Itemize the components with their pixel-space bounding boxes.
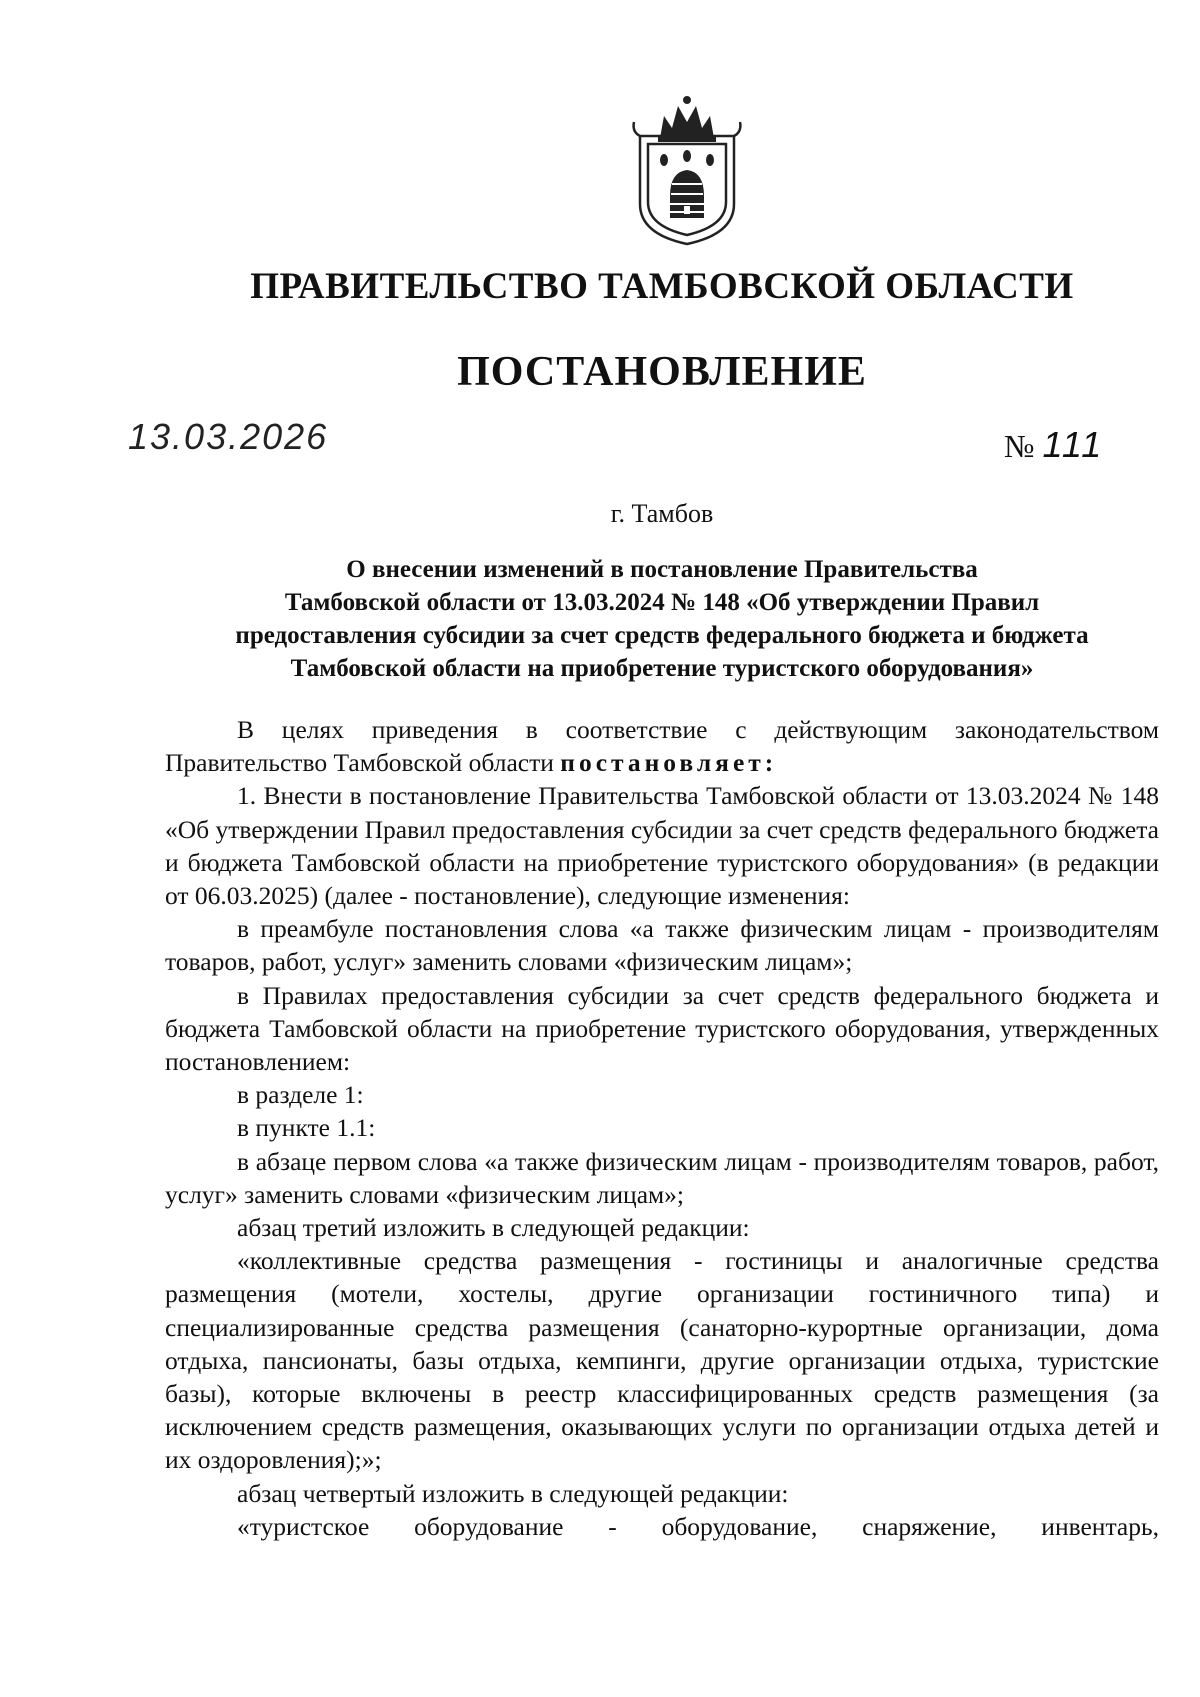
intro-verb: постановляет:	[560, 748, 778, 778]
paragraph-7: абзац третий изложить в следующей редакции:	[237, 1213, 750, 1243]
document-body	[165, 713, 1159, 1543]
document-number	[1004, 424, 1103, 466]
paragraph-2: в преамбуле постановления слова «а также физическим лицам - производителям товаров, работ, услуг» заменить словами «физическим лицам»;	[165, 914, 1159, 977]
paragraph-10: «туристское оборудование - оборудование, снаряжение, инвентарь,	[237, 1511, 1159, 1541]
number-sign: №	[1004, 428, 1035, 464]
paragraph-6: в абзаце первом слова «а также физическим лицам - производителям товаров, работ, услуг» заменить словами «физическим лицам»;	[165, 1146, 1159, 1209]
subject-line: предоставления субсидии за счет средств федерального бюджета и бюджета	[235, 622, 1089, 649]
paragraph-8: «коллективные средства размещения - гостиницы и аналогичные средства размещения (мотели, хостелы, другие организации гостиничного типа) и специализированные средства размещения (санаторно-курортные организации, дома отдыха, пансионаты, базы отдыха, кемпинги, другие организации отдыха, туристские базы), которые включены в реестр классифицированных средств размещения (за исключением средств размещения, оказывающих услуги по организации отдыха детей и их оздоровления);»;	[165, 1246, 1159, 1475]
paragraph-3: в Правилах предоставления субсидии за счет средств федерального бюджета и бюджета Тамбовской области на приобретение туристского оборудования, утвержденных постановлением:	[165, 980, 1159, 1077]
tambov-coat-of-arms-icon	[624, 92, 750, 246]
paragraph-1: 1. Внести в постановление Правительства Тамбовской области от 13.03.2024 № 148 «Об утверждении Правил предоставления субсидии за счет средств федерального бюджета и бюджета Тамбовской области на приобретение туристского оборудования» (в редакции от 06.03.2025) (далее - постановление), следующие изменения:	[165, 781, 1159, 911]
document-type-title: ПОСТАНОВЛЕНИЕ	[457, 349, 867, 395]
organization-title: ПРАВИТЕЛЬСТВО ТАМБОВСКОЙ ОБЛАСТИ	[250, 266, 1074, 307]
city-line: г. Тамбов	[610, 499, 714, 528]
intro-paragraph	[165, 713, 1159, 779]
subject-line: Тамбовской области на приобретение туристского оборудования»	[290, 655, 1034, 682]
handwritten-date: 13.03.2026	[128, 416, 329, 457]
handwritten-number: 111	[1042, 424, 1104, 465]
paragraph-4: в разделе 1:	[237, 1080, 364, 1110]
intro-text: В целях приведения в соответствие с действующим законодательством Правительство Тамбовской области	[165, 715, 1159, 778]
paragraph-5: в пункте 1.1:	[237, 1113, 376, 1143]
paragraph-9: абзац четвертый изложить в следующей редакции:	[237, 1478, 789, 1508]
subject-line: Тамбовской области от 13.03.2024 № 148 «Об утверждении Правил	[284, 589, 1040, 616]
document-subject	[160, 553, 1164, 685]
subject-line: О внесении изменений в постановление Правительства	[346, 556, 978, 583]
